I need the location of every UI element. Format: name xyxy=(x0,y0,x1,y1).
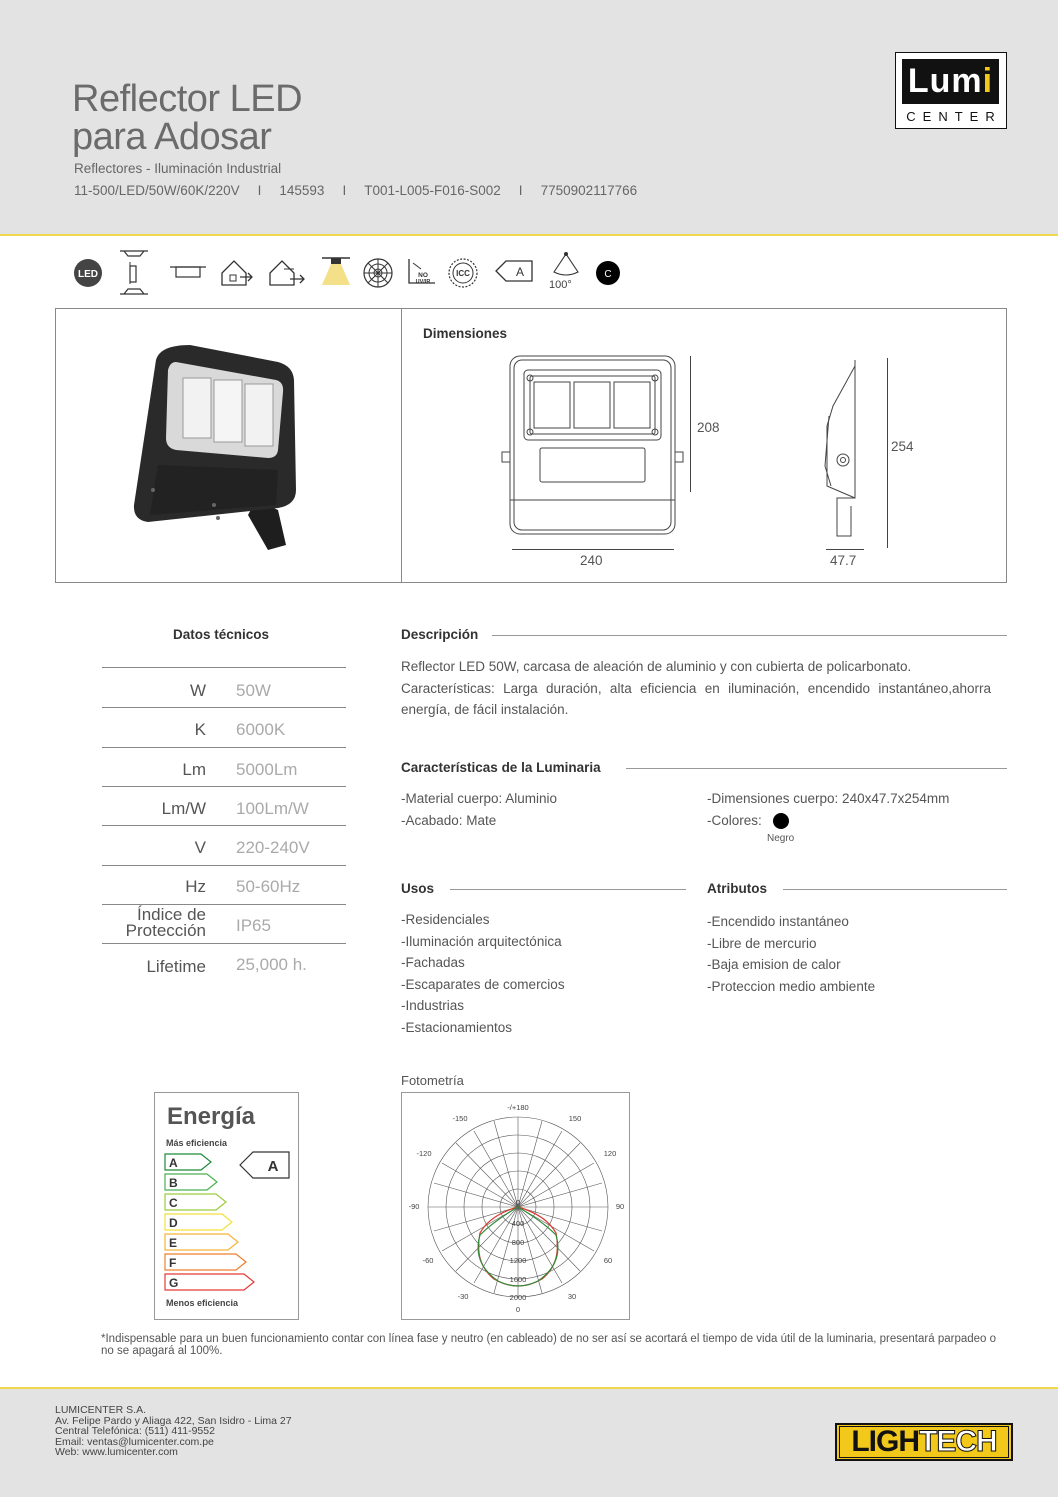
item-code: 145593 xyxy=(279,183,325,198)
svg-text:0: 0 xyxy=(515,1198,521,1207)
spec-value-lm: 5000Lm xyxy=(236,760,298,779)
lightech-logo: LIGHTECH xyxy=(835,1423,1013,1461)
svg-text:400: 400 xyxy=(511,1219,525,1228)
svg-text:90: 90 xyxy=(615,1202,625,1211)
spec-value-k: 6000K xyxy=(236,720,286,739)
no-uv-ir-icon xyxy=(405,255,441,291)
svg-text:F: F xyxy=(169,1256,177,1270)
product-category: Reflectores - Iluminación Industrial xyxy=(74,161,282,176)
product-title xyxy=(72,80,302,156)
energy-label xyxy=(154,1092,299,1320)
atributos-list xyxy=(707,911,875,997)
energy-class-f xyxy=(165,1254,246,1270)
spec-row-divider xyxy=(102,707,346,708)
side-height-line xyxy=(887,358,888,548)
product-codes xyxy=(74,183,637,198)
side-view-drawing xyxy=(815,356,865,546)
separator: I xyxy=(342,183,347,198)
company-address: Av. Felipe Pardo y Aliaga 422, San Isidro - Lima 27 xyxy=(55,1414,292,1427)
logo-wordmark: Lumi xyxy=(902,59,999,104)
energy-class-icon xyxy=(494,255,530,291)
spec-value-lmw: 100Lm/W xyxy=(236,799,309,818)
usos-rule xyxy=(450,889,686,890)
icc-seal-icon xyxy=(445,255,481,291)
color-swatch-black xyxy=(773,813,789,829)
title-line-1: Reflector LED xyxy=(72,78,303,120)
svg-text:-150: -150 xyxy=(452,1114,468,1123)
finish-text: -Acabado: Mate xyxy=(401,813,497,828)
beam-angle-label: 100° xyxy=(549,279,572,291)
logo-subtitle: CENTER xyxy=(906,109,1002,124)
less-efficiency-label: Menos eficiencia xyxy=(166,1298,239,1308)
list-item: -Estacionamientos xyxy=(401,1019,513,1035)
led-icon xyxy=(70,255,106,291)
luminaria-rule xyxy=(626,768,1007,769)
list-item: -Residenciales xyxy=(401,912,490,927)
svg-text:30: 30 xyxy=(567,1292,577,1301)
atributos-rule xyxy=(783,889,1007,890)
company-email: Email: ventas@lumicenter.com.pe xyxy=(55,1435,214,1448)
product-box-divider xyxy=(401,308,402,583)
atributos-title: Atributos xyxy=(707,881,767,896)
depth-dimension-line xyxy=(826,549,864,550)
description-title: Descripción xyxy=(401,627,479,642)
separator: I xyxy=(518,183,523,198)
svg-text:LED: LED xyxy=(78,269,98,280)
svg-text:-/+180: -/+180 xyxy=(507,1103,529,1112)
width-dimension-line xyxy=(512,549,674,550)
outdoor-wall-icon xyxy=(218,255,254,291)
impact-grid-icon xyxy=(360,255,396,291)
company-contact xyxy=(55,1405,292,1458)
usos-list xyxy=(401,909,565,1038)
product-photo xyxy=(128,340,303,555)
barcode-number: 7750902117766 xyxy=(540,183,638,198)
company-phone: Central Telefónica: (511) 411-9552 xyxy=(55,1425,215,1437)
spec-row-divider xyxy=(102,747,346,748)
front-height-label: 208 xyxy=(697,420,720,435)
color-name: Negro xyxy=(767,833,795,844)
svg-text:G: G xyxy=(169,1276,179,1290)
front-view-drawing xyxy=(500,352,685,552)
svg-text:2000: 2000 xyxy=(509,1293,527,1302)
list-item: -Encendido instantáneo xyxy=(707,914,849,929)
description-text: Reflector LED 50W, carcasa de aleación de aluminio y con cubierta de policarbonato. Características: Larga duración, alta eficiencia en iluminación, encendido instantáneo,ahorra energía, de fácil instalación. xyxy=(401,659,991,717)
dimensions-title: Dimensiones xyxy=(423,326,508,341)
svg-text:A: A xyxy=(169,1156,178,1170)
svg-text:150: 150 xyxy=(568,1114,582,1123)
separator: I xyxy=(257,183,262,198)
width-label: 240 xyxy=(580,553,603,568)
spec-key-lmw: Lm/W xyxy=(161,799,206,818)
energy-class-c xyxy=(165,1194,226,1210)
spec-value-hz: 50-60Hz xyxy=(236,877,301,896)
photometry-chart xyxy=(401,1092,630,1320)
spec-row-divider xyxy=(102,825,346,826)
svg-text:ICC: ICC xyxy=(456,269,470,278)
recessed-icon xyxy=(170,255,206,291)
company-name: LUMICENTER S.A. xyxy=(55,1404,147,1416)
photometry-title: Fotometría xyxy=(401,1073,464,1088)
svg-text:A: A xyxy=(515,265,525,279)
svg-text:D: D xyxy=(169,1216,178,1230)
luminaria-title: Características de la Luminaria xyxy=(401,760,601,775)
svg-text:-60: -60 xyxy=(422,1256,434,1265)
footnote: *Indispensable para un buen funcionamiento contar con línea fase y neutro (en cableado) de no ser así se acortará el tiempo de vida útil de la luminaria, presentará parpadeo o no se apagará al 100%. xyxy=(101,1333,997,1357)
colors-label: -Colores: xyxy=(707,813,762,828)
surface-mount-icon xyxy=(116,248,152,298)
svg-text:C: C xyxy=(604,269,612,280)
list-item: -Baja emision de calor xyxy=(707,957,841,972)
list-item: -Industrias xyxy=(401,998,465,1013)
svg-text:60: 60 xyxy=(603,1256,613,1265)
svg-text:E: E xyxy=(169,1236,178,1250)
spec-value-w: 50W xyxy=(236,681,271,700)
spec-value-v: 220-240V xyxy=(236,838,310,857)
depth-label: 47.7 xyxy=(830,553,857,568)
spec-value-ip: IP65 xyxy=(236,916,271,935)
spec-key-v: V xyxy=(194,838,206,857)
ceiling-light-icon xyxy=(318,255,354,291)
height-dimension-line xyxy=(690,356,691,492)
svg-text:800: 800 xyxy=(511,1238,525,1247)
svg-text:0: 0 xyxy=(515,1305,521,1314)
title-line-2: para Adosar xyxy=(72,116,272,158)
spec-key-lm: Lm xyxy=(182,760,206,779)
energy-class-b xyxy=(165,1174,217,1190)
list-item: -Fachadas xyxy=(401,955,465,970)
model-code: 11-500/LED/50W/60K/220V xyxy=(74,183,240,198)
body-dimensions-text: -Dimensiones cuerpo: 240x47.7x254mm xyxy=(707,791,950,806)
usos-title: Usos xyxy=(401,881,435,896)
color-black-icon xyxy=(594,259,622,287)
spec-value-lifetime: 25,000 h. xyxy=(236,955,307,974)
spec-row-divider xyxy=(102,943,346,944)
svg-text:1600: 1600 xyxy=(509,1275,527,1284)
more-efficiency-label: Más eficiencia xyxy=(166,1138,228,1148)
description-rule xyxy=(492,635,1007,636)
spec-row-divider xyxy=(102,786,346,787)
company-web: Web: www.lumicenter.com xyxy=(55,1446,178,1458)
specs-title: Datos técnicos xyxy=(173,627,270,642)
spec-key-w: W xyxy=(189,681,206,700)
side-height-label: 254 xyxy=(891,439,914,454)
energy-title: Energía xyxy=(167,1103,256,1130)
svg-text:-90: -90 xyxy=(408,1202,420,1211)
list-item: -Escaparates de comercios xyxy=(401,976,565,992)
svg-text:NO: NO xyxy=(418,272,428,279)
energy-class-e xyxy=(165,1234,238,1250)
material-text: -Material cuerpo: Aluminio xyxy=(401,791,558,806)
svg-text:UV/IR: UV/IR xyxy=(415,279,431,285)
spec-key-k: K xyxy=(194,720,206,739)
spec-key-ip: Índice de Protección xyxy=(125,905,206,940)
energy-class-d xyxy=(165,1214,232,1230)
energy-class-g xyxy=(165,1274,254,1290)
lumicenter-logo xyxy=(895,52,1007,129)
svg-text:B: B xyxy=(169,1176,178,1190)
spec-key-lifetime: Lifetime xyxy=(146,957,206,976)
svg-text:-120: -120 xyxy=(416,1149,432,1158)
energy-rating-arrow xyxy=(239,1151,291,1179)
spec-row-divider xyxy=(102,667,346,668)
list-item: -Libre de mercurio xyxy=(707,935,817,951)
reference-code: T001-L005-F016-S002 xyxy=(364,183,501,198)
outdoor-projection-icon xyxy=(266,255,302,291)
spec-row-divider xyxy=(102,865,346,866)
svg-text:120: 120 xyxy=(603,1149,617,1158)
list-item: -Proteccion medio ambiente xyxy=(707,978,876,994)
svg-text:-30: -30 xyxy=(457,1292,469,1301)
svg-text:1200: 1200 xyxy=(509,1256,527,1265)
spec-key-hz: Hz xyxy=(185,877,206,896)
list-item: -Iluminación arquitectónica xyxy=(401,933,562,949)
svg-text:C: C xyxy=(169,1196,178,1210)
energy-class-a xyxy=(165,1154,211,1170)
svg-text:A: A xyxy=(267,1158,279,1175)
